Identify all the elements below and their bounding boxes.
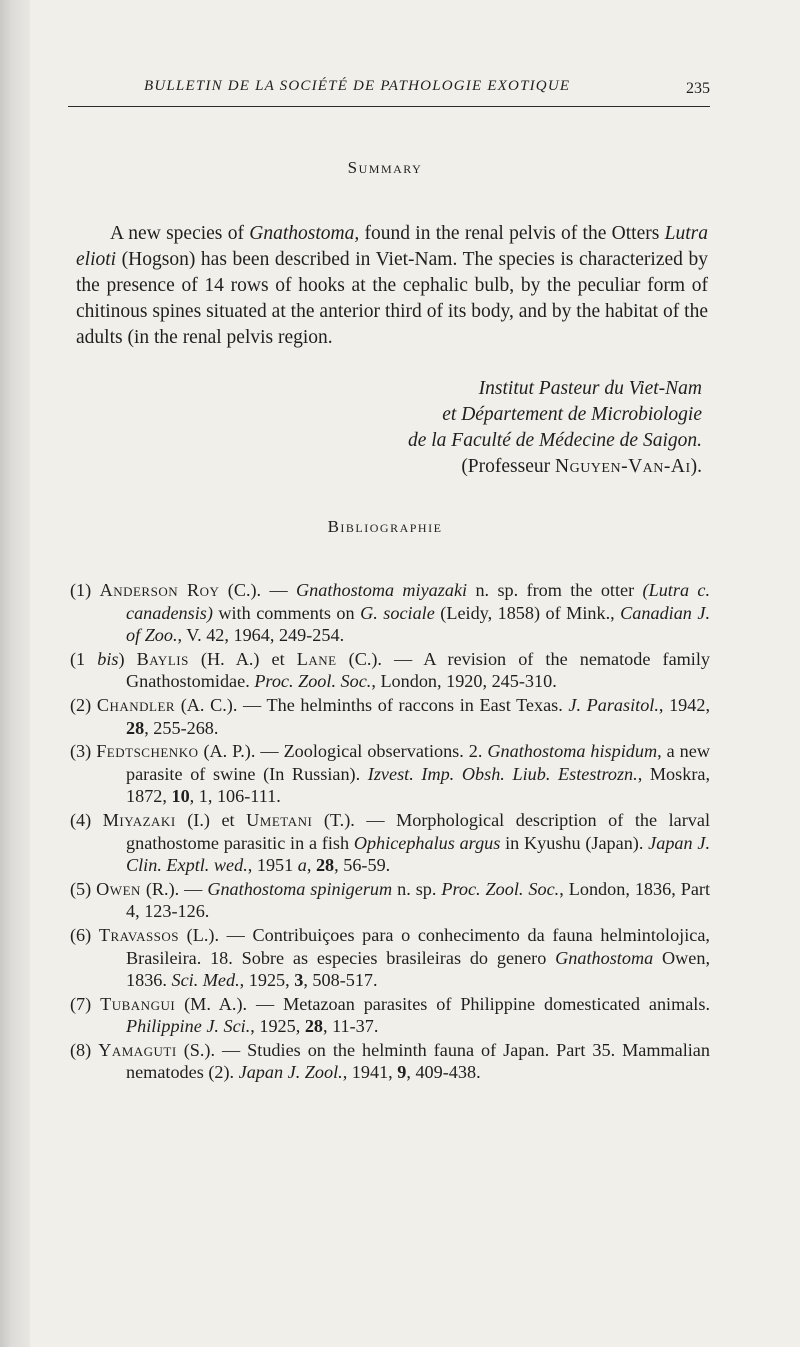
ref-volume: 28 [304,1016,323,1037]
reference-list [70,579,710,1085]
bibliography-title: Bibliographie [327,517,443,536]
ref-text: , 1941, [342,1062,398,1083]
ref-text: Studies on the helminth fauna of Japan. Part 35. Mammalian nematodes (2). [126,1039,710,1083]
ref-author: Umetani [246,809,313,830]
ref-text: (A. C.). — [175,694,267,715]
ref-journal: Japan J. Zool. [238,1062,343,1083]
ref-author: Tubangui [100,993,176,1014]
ref-text: (I.) et [175,809,247,830]
ref-text: , 1951 [247,855,298,876]
ref-title-italic: Gnathostoma hispidum [487,741,658,762]
ref-author: Miyazaki [102,809,176,830]
ref-text: (S.). — [176,1039,248,1060]
reference-item [70,924,710,992]
ref-author: Travassos [98,924,180,945]
ref-title-italic: Gnathostoma spinigerum [207,878,393,899]
ref-volume: 28 [126,717,145,738]
prof-prefix: (Professeur [461,456,555,477]
ref-number: ) [118,648,137,669]
summary-genus: Gnathostoma, [249,223,360,244]
reference-item [70,993,710,1038]
summary-text: (Hogson) has been described in Viet-Nam. The species is characterized by the presence of 14 rows of hooks at the cephalic bulb, by the peculiar form of chitinous spines situated at the anterior third of its body, and by the habitat of the adults (in the renal pelvis region. [76,249,708,348]
reference-item [70,878,710,923]
ref-text: , 1942, [658,694,710,715]
ref-author: Owen [96,878,141,899]
ref-number: (4) [70,809,103,830]
ref-number: (7) [70,993,101,1014]
running-head: BULLETIN DE LA SOCIÉTÉ DE PATHOLOGIE EXOTIQUE [144,78,571,94]
ref-journal: Proc. Zool. Soc. [441,878,560,899]
ref-text: , V. 42, 1964, 249-254. [177,625,345,646]
document-page [60,0,710,1347]
ref-text: with comments on [212,602,361,623]
reference-item [70,694,710,739]
ref-number: (5) [70,878,97,899]
ref-number-bis: bis [97,648,119,669]
ref-text: A revision of the nematode family Gnathostomidae. [126,648,710,692]
ref-text: (R.). — [140,878,208,899]
summary-host: Lutra elioti [76,223,708,270]
ref-number: (6) [70,924,99,945]
affiliation-block [408,376,702,480]
prof-suffix: ). [690,456,702,477]
ref-title-italic: Gnathostoma [555,947,654,968]
ref-text: , 1925, [250,1016,305,1037]
ref-text: n. sp. [392,878,442,899]
header-rule [68,106,710,107]
summary-text: A new species of [110,223,250,244]
reference-item [70,579,710,647]
ref-text: n. sp. from the otter [467,580,643,600]
ref-journal: Proc. Zool. Soc. [254,671,372,692]
ref-title-italic: Gnathostoma miyazaki [296,580,468,600]
ref-text: Metazoan parasites of Philippine domesticated animals. [283,993,710,1014]
ref-text: , London, 1836, Part 4, 123-126. [126,878,710,922]
ref-text: , London, 1920, 245-310. [371,671,557,692]
ref-text: , a new parasite of swine (In Russian). [126,741,710,784]
ref-text: , 1925, [239,970,295,991]
ref-text: , 11-37. [323,1016,379,1037]
reference-item [70,740,710,808]
reference-item [70,809,710,877]
affiliation-line: et Département de Microbiologie [442,404,702,425]
ref-text: , 409-438. [406,1062,481,1083]
ref-author: Fedtschenko [96,741,199,762]
ref-text: The helminths of raccons in East Texas. [266,694,569,715]
ref-number: (1 [70,648,98,669]
ref-author: Baylis [136,648,189,669]
affiliation-line: Institut Pasteur du Viet-Nam [478,378,702,399]
affiliation-professor [461,456,702,477]
summary-paragraph [76,221,708,351]
ref-volume: 28 [315,855,335,876]
ref-volume: 9 [397,1062,407,1083]
ref-text: (T.). — [312,809,397,830]
reference-item [70,1039,710,1084]
ref-title-italic: Ophicephalus argus [353,832,501,853]
ref-volume: 10 [171,786,190,807]
ref-number: (1) [70,580,100,600]
ref-text: Morphological description of the larval gnathostome parasitic in a fish [126,809,710,853]
ref-text: (C.). — [219,580,297,600]
ref-journal: Philippine J. Sci. [126,1016,251,1037]
ref-text: (A. P.). — [198,741,284,762]
ref-text: , 255-268. [144,717,219,738]
affiliation-line: de la Faculté de Médecine de Saigon. [407,430,702,451]
ref-journal: Japan J. Clin. Exptl. wed. [126,832,710,876]
summary-text: found in the renal pelvis of the Otters [359,223,665,244]
ref-text: (M. A.). — [175,993,284,1014]
ref-number: (3) [70,741,97,762]
ref-text: , [306,855,316,876]
ref-number: (8) [70,1039,99,1060]
ref-text: , Moskra, 1872, [126,763,710,807]
page-number: 235 [686,80,710,97]
ref-text: (C.). — [336,648,424,669]
book-binding-shadow [0,0,30,1347]
prof-name: Nguyen-Van-Ai [555,456,691,477]
ref-text: , 1, 106-111. [189,786,281,807]
ref-text: , 56-59. [334,855,391,876]
page-header [60,76,710,106]
ref-text: Contribuiçoes para o conhecimento da fauna helmintolojica, Brasileira. 18. Sobre as especies brasileiras do genero [126,924,710,968]
ref-text: (L.). — [179,924,253,945]
ref-text: (Leidy, 1858) of Mink., [434,602,621,623]
ref-text: Zoological observations. 2. [283,741,488,762]
ref-text: Owen, 1836. [126,947,710,991]
ref-author: Lane [296,648,337,669]
ref-issue-italic: a [297,855,307,876]
ref-volume: 3 [294,970,304,991]
ref-author: Chandler [96,694,176,715]
ref-journal: Sci. Med. [171,970,240,991]
ref-text: , 508-517. [303,970,378,991]
summary-title: Summary [347,158,423,177]
ref-title-italic: (Lutra c. canadensis) [126,580,711,623]
reference-item [70,648,710,693]
ref-author: Anderson Roy [99,580,220,600]
ref-text: (H. A.) et [188,648,297,669]
ref-text: in Kyushu (Japan). [500,832,649,853]
ref-journal: J. Parasitol. [568,694,659,715]
ref-journal: Canadian J. of Zoo. [126,602,711,646]
ref-title-italic: G. sociale [360,602,435,623]
ref-journal: Izvest. Imp. Obsh. Liub. Estestrozn. [367,763,638,784]
ref-author: Yamaguti [98,1039,177,1060]
ref-number: (2) [70,694,97,715]
